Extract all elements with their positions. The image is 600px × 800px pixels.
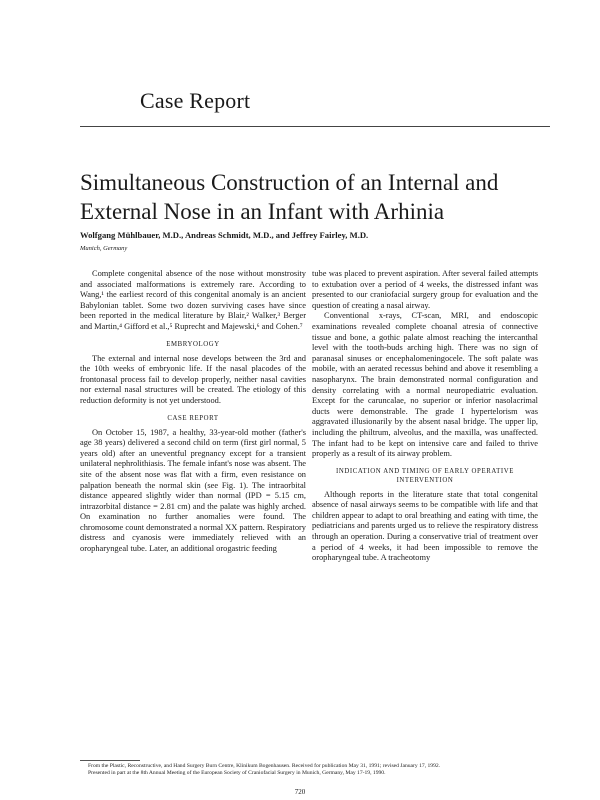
continuation-paragraph: tube was placed to prevent aspiration. After several failed attempts to extubation over a period of 4 weeks, the distressed infant was presented to our craniofacial surgery group for evaluation and the question of creating a nasal airway. — [312, 269, 538, 310]
footnotes — [80, 763, 540, 778]
page-number: 720 — [294, 788, 306, 796]
embryology-heading: EMBRYOLOGY — [166, 340, 220, 348]
author-list: Wolfgang Mühlbauer, M.D., Andreas Schmidt, M.D., and Jeffrey Fairley, M.D. — [80, 230, 369, 240]
section-label: Case Report — [140, 88, 251, 113]
footnote-presented: Presented in part at the 8th Annual Meeting of the European Society of Craniofacial Surgery in Munich, Germany, May 17-19, 1990. — [88, 770, 386, 777]
author-affiliation: Munich, Germany — [80, 245, 128, 252]
intro-paragraph: Complete congenital absence of the nose without monstrosity and associated malformations is extremely rare. According to Wang,¹ the earliest record of this congenital anomaly is an ancient Babylonian tablet. Some two dozen surviving cases have since been reported in the medical literature by Blair,² Walker,³ Berger and Martin,⁴ Gifford et al.,⁵ Ruprecht and Majewski,⁶ and Cohen.⁷ — [80, 269, 306, 331]
case-report-paragraph: On October 15, 1987, a healthy, 33-year-old mother (father's age 38 years) delivered a second child on term (first girl normal, 5 years old) after an uneventful pregnancy except for a transient unilateral nephrolithiasis. The female infant's nose was absent. The site of the absent nose was flat with a firm, even resistance on palpation beneath the normal skin (see Fig. 1). The intraorbital distance appeared slightly wider than normal (IPD = 5.15 cm, intrazorbital distance = 2.81 cm) and the palate was highly arched. On examination no further anomalies were found. The chromosome count demonstrated a normal XX pattern. Respiratory distress and cyanosis were immediately relieved with an oropharyngeal tube. Later, an additional orogastric feeding — [80, 427, 306, 554]
footnote-rule — [80, 760, 140, 761]
diagnostics-paragraph: Conventional x-rays, CT-scan, MRI, and endoscopic examinations revealed complete choanal atresia of connective tissue and bone, a gothic palate almost reaching the intercanthal level with the tooth-buds arching high. There was no sign of paranasal sinuses or encephalomeningocele. The soft palate was mobile, with an aerated recessus behind and above it resembling a nasopharynx. The brain demonstrated normal configuration and density correlating with a normal neuropediatric evaluation. Except for the caruncalae, no superior or inferior nasolacrimal ducts were demonstrable. The grade I hypertelorism was aggravated illusionarily by the absent nasal bridge. The upper lip, including the philtrum, alveolus, and the maxilla, was unaffected. The infant had to be kept on intensive care and failed to thrive properly as a result of its airway problem. — [312, 311, 538, 459]
embryology-paragraph: The external and internal nose develops between the 3rd and the 10th weeks of embryonic life. If the nasal placodes of the frontonasal process fail to develop properly, neither nasal cavities nor external nasal structures will be created. The etiology of this reduction deformity is not yet understood. — [80, 353, 306, 405]
footnote-affiliation: From the Plastic, Reconstructive, and Hand Surgery Burn Centre, Klinikum Bogenhausen. Received for publication May 31, 1991; revised January 17, 1992. — [88, 763, 441, 769]
indication-paragraph: Although reports in the literature state that total congenital absence of nasal airways seems to be compatible with life and that children appear to adapt to oral breathing and eating with time, the pediatricians and parents urged us to relieve the respiratory distress through an operation. During a conservative trial of treatment over a period of 4 weeks, it had been impossible to remove the oropharyngeal tube. A tracheotomy — [312, 489, 538, 563]
right-column — [312, 269, 538, 564]
article-title: Simultaneous Construction of an Internal and External Nose in an Infant with Arhinia — [80, 170, 499, 224]
title-rule — [80, 126, 550, 127]
left-column — [80, 269, 306, 555]
case-report-heading: CASE REPORT — [167, 414, 219, 422]
indication-heading: INDICATION AND TIMING OF EARLY OPERATIVE INTERVENTION — [336, 467, 514, 484]
